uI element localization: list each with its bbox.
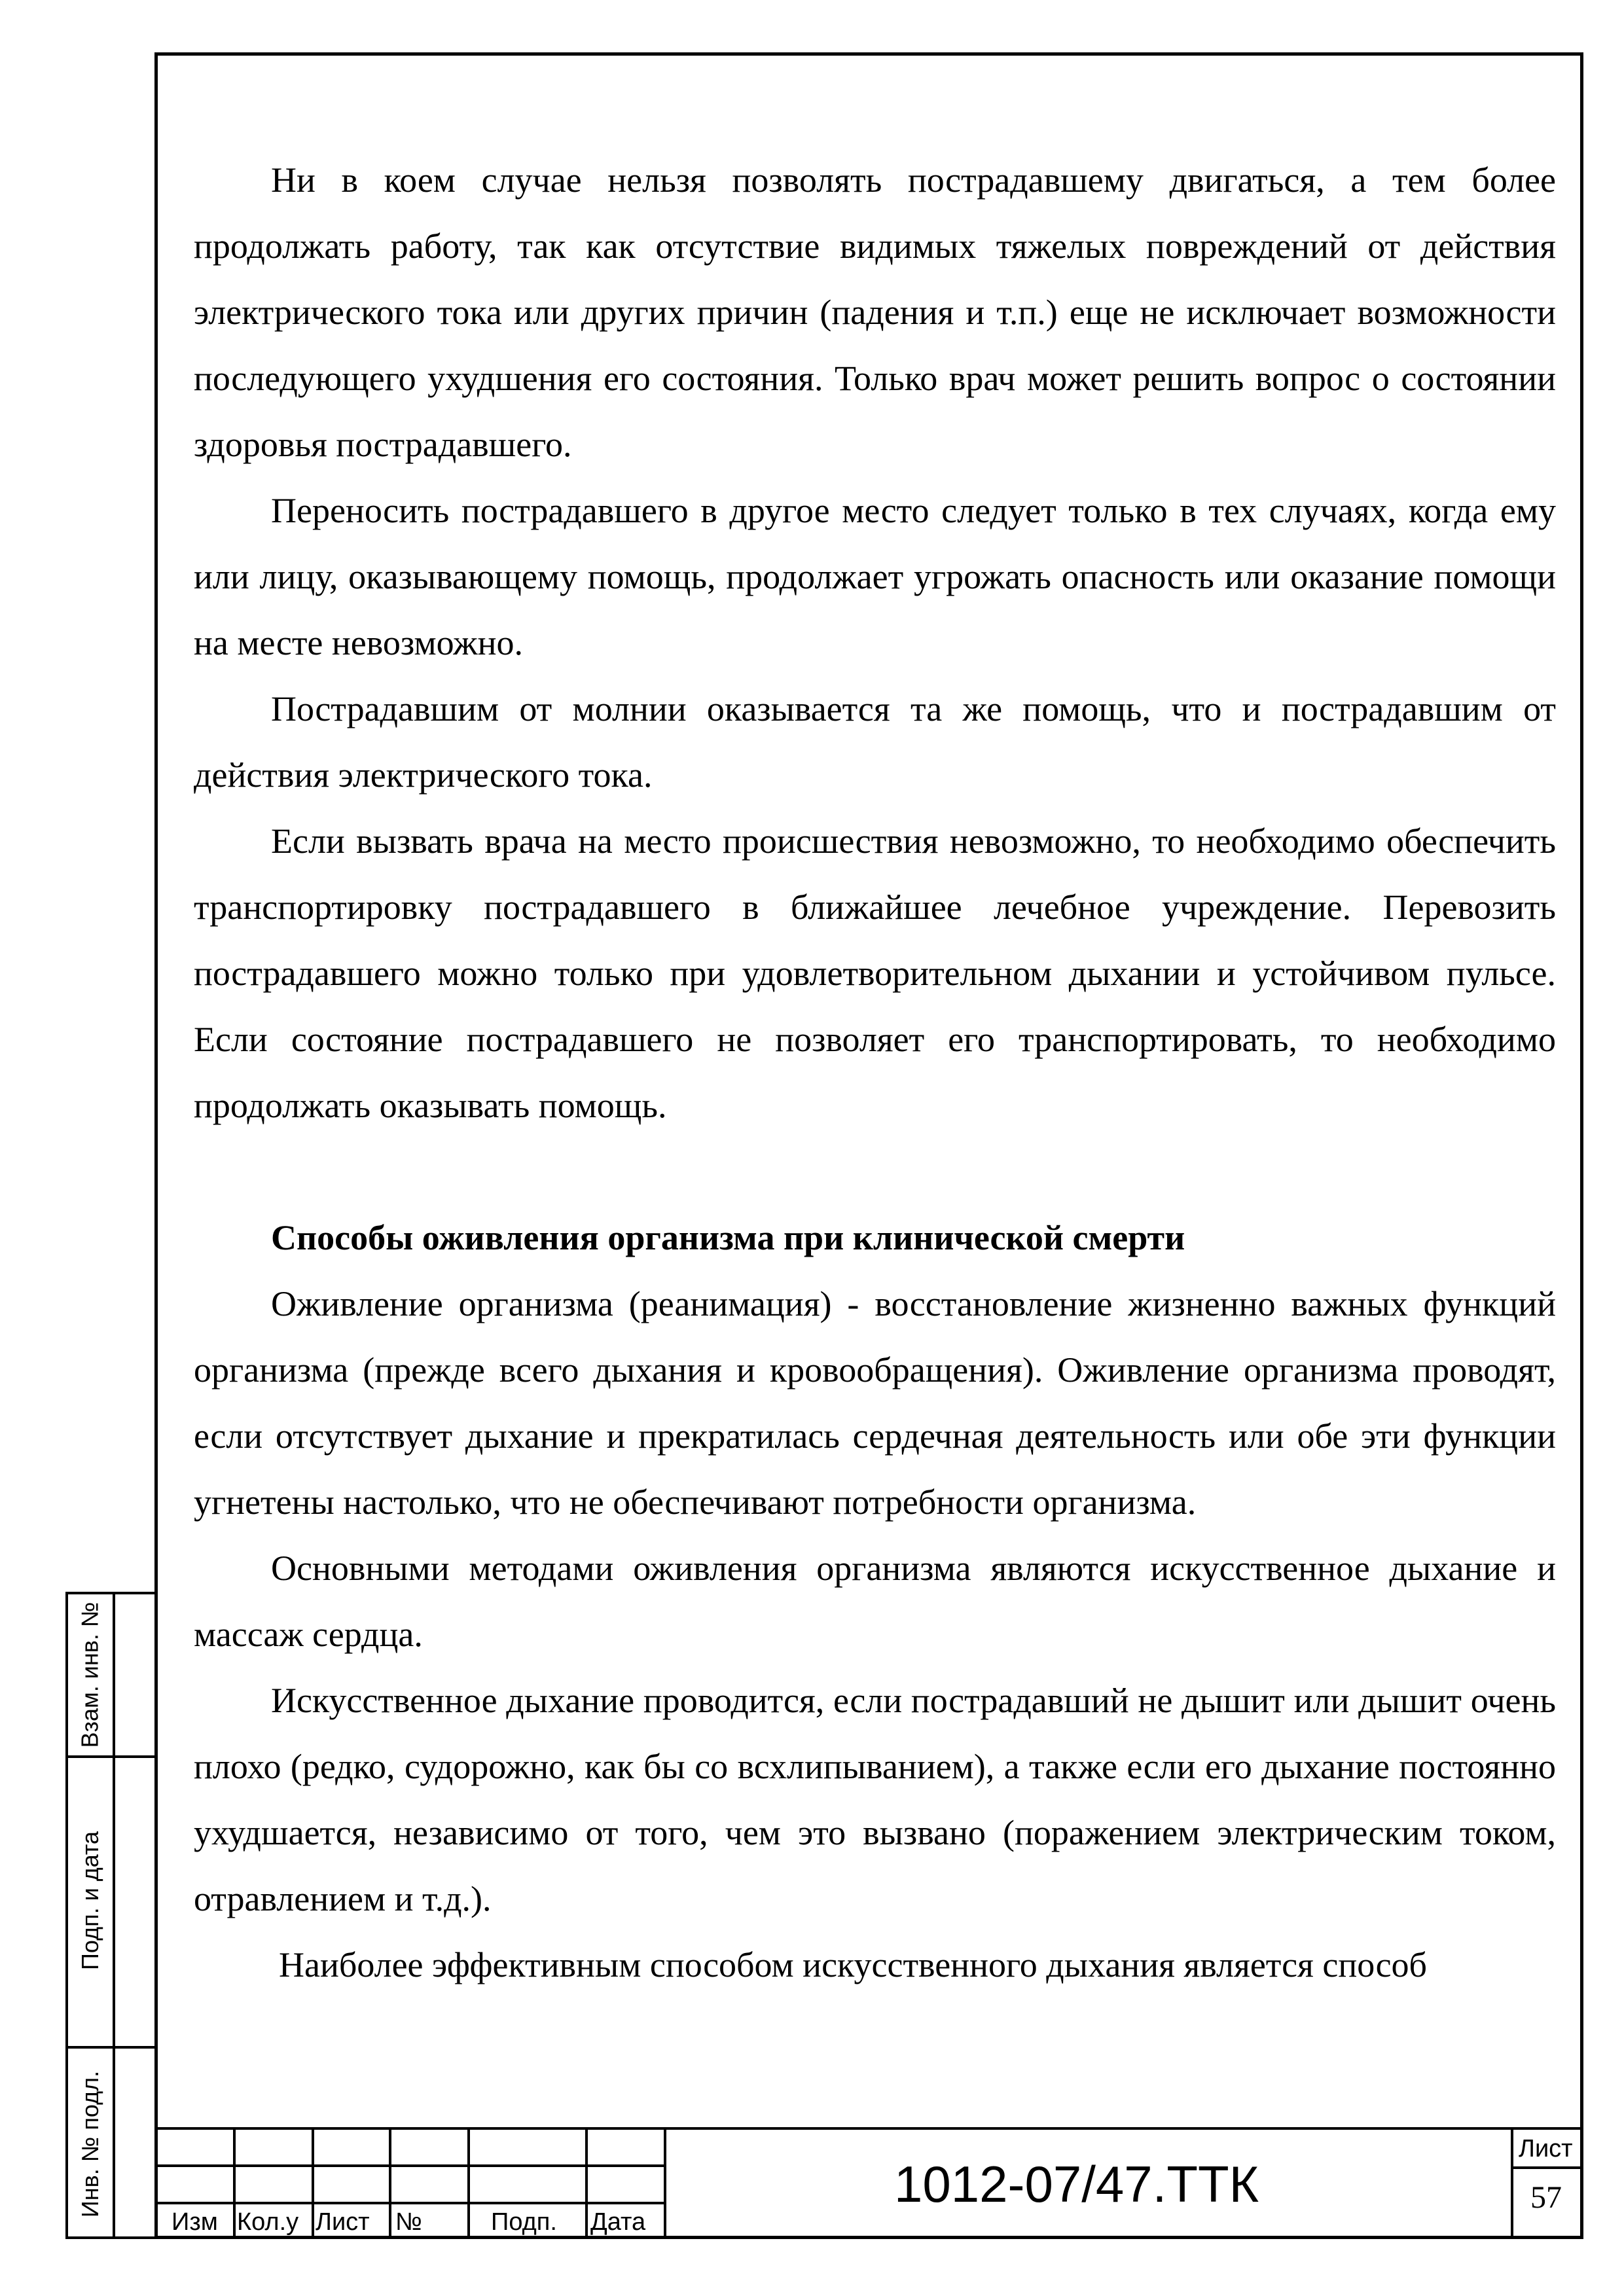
col-label-data: Дата [590,2208,646,2236]
document-body [194,147,1556,1998]
paragraph-6: Основными методами оживления организма являются искусственное дыхание и массаж сердца. [194,1549,1556,1654]
paragraph-4: Если вызвать врача на место происшествия невозможно, то необходимо обеспечить транспортировку пострадавшего в ближайшее лечебное учреждение. Перевозить пострадавшего можно только при удовлетворительном дыхании и устойчивом пульсе. Если состояние пострадавшего не позволяет его транспортировать, то необходимо продолжать оказывать помощь. [194,821,1556,1125]
sheet-label: Лист [1519,2135,1573,2162]
sheet-number: 57 [1530,2180,1562,2215]
col-label-izm: Изм [171,2208,218,2236]
paragraph-2: Переносить пострадавшего в другое место следует только в тех случаях, когда ему или лицу, оказывающему помощь, продолжает угрожать опасность или оказание помощи на месте невозможно. [194,491,1556,662]
title-block [154,2127,1583,2239]
paragraph-8: Наиболее эффективным способом искусственного дыхания является способ [279,1945,1428,1984]
document-code: 1012-07/47.ТТК [894,2155,1259,2213]
col-label-list: Лист [316,2208,370,2236]
col-label-podp: Подп. [491,2208,557,2236]
paragraph-1: Ни в коем случае нельзя позволять пострадавшему двигаться, а тем более продолжать работу, так как отсутствие видимых тяжелых повреждений от действия электрического тока или других причин (падения и т.п.) еще не исключает возможности последующего ухудшения его состояния. Только врач может решить вопрос о состоянии здоровья пострадавшего. [194,160,1556,464]
side-label-signature-date: Подп. и дата [77,1831,103,1971]
side-stamp [65,1592,154,2239]
section-heading: Способы оживления организма при клинической смерти [271,1218,1185,1257]
side-label-replacement-inv: Взам. инв. № [77,1602,103,1748]
paragraph-5: Оживление организма (реанимация) - восстановление жизненно важных функций организма (прежде всего дыхания и кровообращения). Оживление организма проводят, если отсутствует дыхание и прекратилась сердечная деятельность или обе эти функции угнетены настолько, что не обеспечивают потребности организма. [194,1284,1556,1522]
paragraph-3: Пострадавшим от молнии оказывается та же помощь, что и пострадавшим от действия электрического тока. [194,689,1556,795]
col-label-number: № [395,2208,422,2236]
side-label-original-inv: Инв. № подл. [77,2070,103,2217]
col-label-kolu: Кол.у [237,2208,299,2236]
paragraph-7: Искусственное дыхание проводится, если пострадавший не дышит или дышит очень плохо (редко, судорожно, как бы со всхлипыванием), а также если его дыхание постоянно ухудшается, независимо от того, чем это вызвано (поражением электрическим током, отравлением и т.д.). [194,1681,1556,1918]
